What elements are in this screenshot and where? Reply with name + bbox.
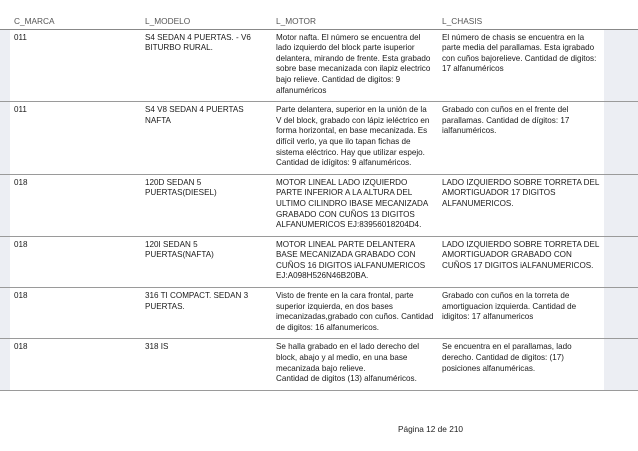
cell-modelo: 318 IS: [141, 339, 272, 390]
cell-chasis: Se encuentra en el parallamas, lado derecho. Cantidad de digitos: (17) posiciones alfanuméricas.: [438, 339, 604, 390]
table-header-row: [0, 12, 638, 29]
cell-chasis: El número de chasis se encuentra en la parte media del parallamas. Esta igrabado con cuños bajorelieve. Cantidad de digitos: 17 alfanuméricos: [438, 29, 604, 102]
cell-modelo: S4 SEDAN 4 PUERTAS. - V6 BITURBO RURAL.: [141, 29, 272, 102]
row-spacer: [0, 339, 10, 390]
row-spacer: [604, 339, 638, 390]
row-spacer: [0, 102, 10, 175]
row-spacer: [604, 29, 638, 102]
row-spacer: [604, 102, 638, 175]
cell-marca: 011: [10, 29, 141, 102]
row-spacer: [0, 29, 10, 102]
row-spacer: [0, 288, 10, 339]
table-row: [0, 339, 638, 390]
table-row: [0, 174, 638, 236]
cell-modelo: 316 TI COMPACT. SEDAN 3 PUERTAS.: [141, 288, 272, 339]
table-row: [0, 288, 638, 339]
cell-marca: 018: [10, 339, 141, 390]
cell-marca: 018: [10, 236, 141, 287]
cell-marca: 018: [10, 288, 141, 339]
cell-motor: Se halla grabado en el lado derecho del block, abajo y al medio, en una base mecanizada bajo relieve. Cantidad de digitos (13) alfanuméricos.: [272, 339, 438, 390]
header-motor: L_MOTOR: [272, 12, 438, 29]
page-number: Página 12 de 210: [398, 424, 464, 434]
header-spacer: [0, 12, 10, 29]
cell-chasis: LADO IZQUIERDO SOBRE TORRETA DEL AMORTIGUADOR GRABADO CON CUÑOS 17 DIGITOS iALFANUMERICOS.: [438, 236, 604, 287]
cell-modelo: 120D SEDAN 5 PUERTAS(DIESEL): [141, 174, 272, 236]
cell-motor: MOTOR LINEAL LADO IZQUIERDO PARTE INFERIOR A LA ALTURA DEL ULTIMO CILINDRO IBASE MECANIZADA GRABADO CON CUÑOS 13 DIGITOS ALFANUMERICOS EJ:83956018204D4.: [272, 174, 438, 236]
cell-motor: Visto de frente en la cara frontal, parte superior izquierda, en dos bases imecanizadas,grabado con cuños. Cantidad de digitos: 16 alfanumericos.: [272, 288, 438, 339]
cell-modelo: S4 V8 SEDAN 4 PUERTAS NAFTA: [141, 102, 272, 175]
cell-marca: 018: [10, 174, 141, 236]
cell-chasis: LADO IZQUIERDO SOBRE TORRETA DEL AMORTIGUADOR 17 DIGITOS ALFANUMERICOS.: [438, 174, 604, 236]
header-marca: C_MARCA: [10, 12, 141, 29]
table-row: [0, 29, 638, 102]
row-spacer: [0, 236, 10, 287]
row-spacer: [604, 174, 638, 236]
cell-chasis: Grabado con cuños en la torreta de amortiguacion izquierda. Cantidad de idigitos: 17 alfanumericos: [438, 288, 604, 339]
header-chasis: L_CHASIS: [438, 12, 604, 29]
cell-marca: 011: [10, 102, 141, 175]
row-spacer: [604, 288, 638, 339]
cell-motor: Motor nafta. El número se encuentra del lado izquierdo del block parte isuperior delantera, mirando de frente. Esta grabado sobre base mecanizada con ilapiz electrico bajo relieve. Cantidad de digitos: 9 alfanuméricos: [272, 29, 438, 102]
cell-motor: Parte delantera, superior en la unión de la V del block, grabado con lápiz ieléctrico en forma horizontal, en base mecanizada. Es difícil verlo, ya que ilo tapan fichas de sistema eléctrico. Hay que utilizar espejo. Cantidad de idígitos: 9 alfanuméricos.: [272, 102, 438, 175]
row-spacer: [0, 174, 10, 236]
cell-modelo: 120I SEDAN 5 PUERTAS(NAFTA): [141, 236, 272, 287]
vehicle-id-table: [0, 12, 638, 391]
cell-motor: MOTOR LINEAL PARTE DELANTERA BASE MECANIZADA GRABADO CON CUÑOS 16 DIGITOS iALFANUMERICOS EJ:A098H526N46B20BA.: [272, 236, 438, 287]
row-spacer: [604, 236, 638, 287]
header-spacer: [604, 12, 638, 29]
table-row: [0, 236, 638, 287]
header-modelo: L_MODELO: [141, 12, 272, 29]
table-row: [0, 102, 638, 175]
cell-chasis: Grabado con cuños en el frente del parallamas. Cantidad de dígitos: 17 ialfanuméricos.: [438, 102, 604, 175]
